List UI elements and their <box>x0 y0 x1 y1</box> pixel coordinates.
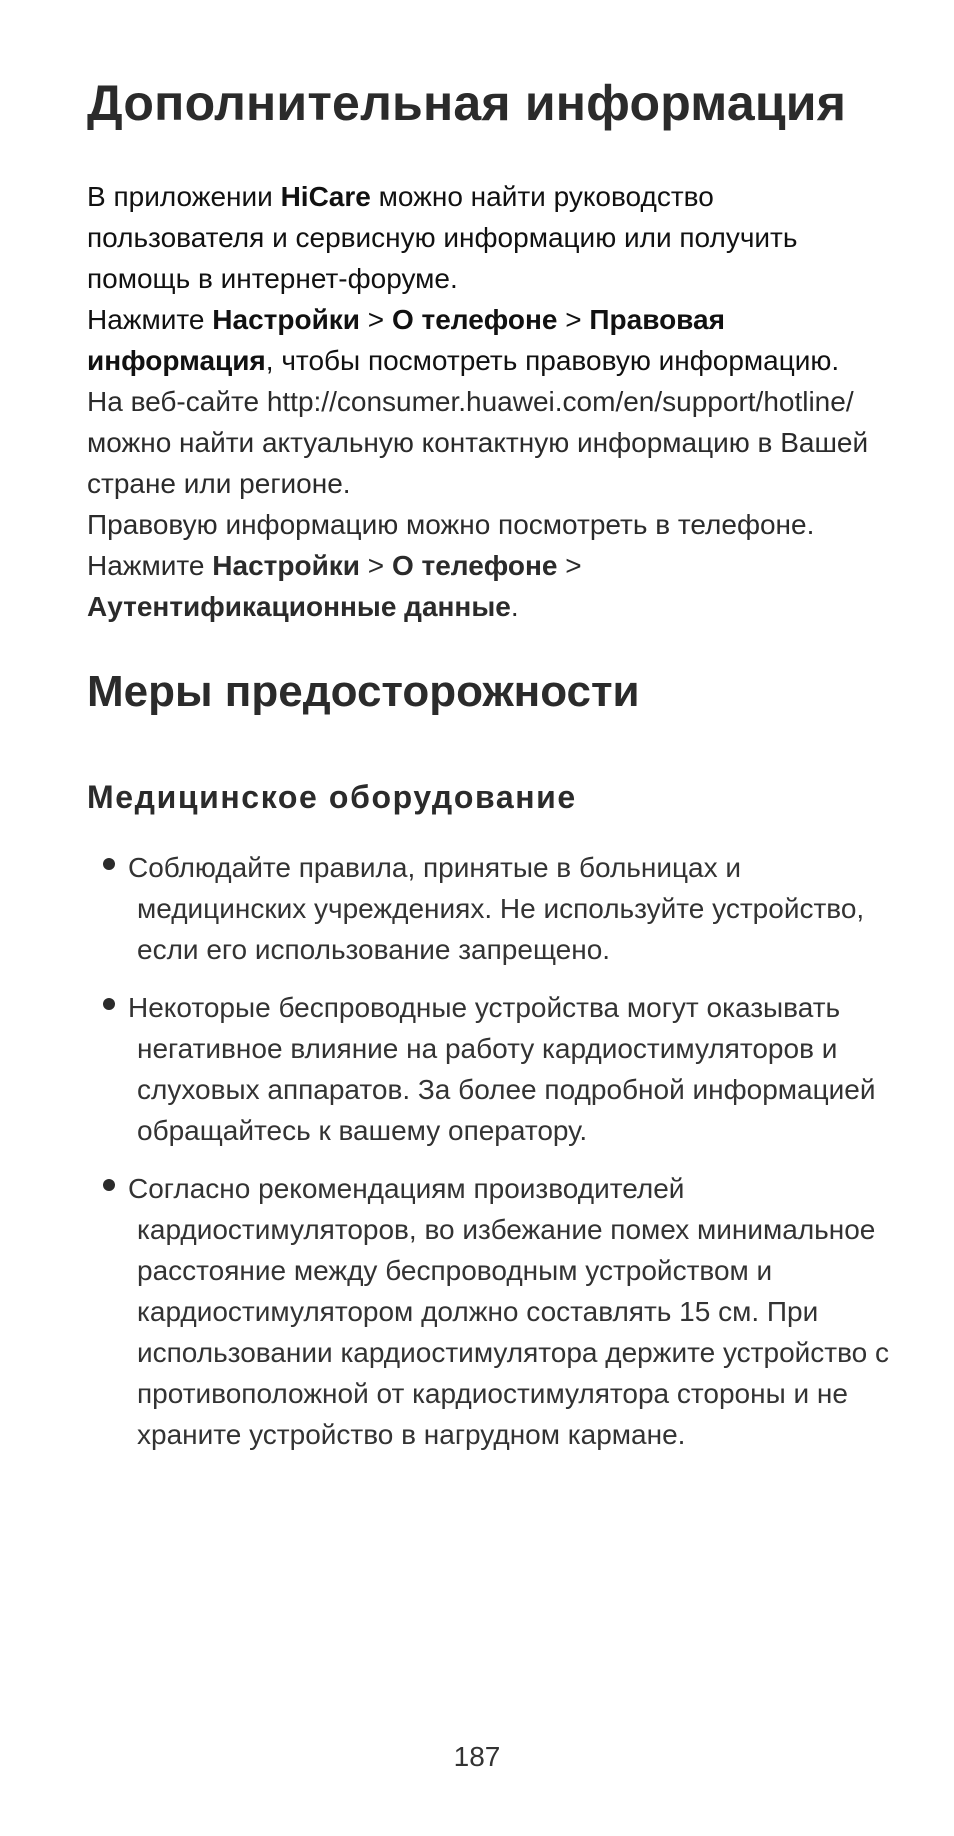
section-title: Меры предосторожности <box>87 667 640 716</box>
list-item: Соблюдайте правила, принятые в больницах и медицинских учреждениях. Не используйте устройство, если его использование запрещено. <box>87 847 897 970</box>
hicare-app-name: HiCare <box>280 181 371 212</box>
bullet-icon <box>103 1179 115 1191</box>
bullet-list <box>87 847 897 1472</box>
bullet-icon <box>103 998 115 1010</box>
legal-info-phone-paragraph: Правовую информацию можно посмотреть в телефоне. <box>87 509 815 540</box>
subsection-title: Медицинское оборудование <box>87 779 577 815</box>
page-title: Дополнительная информация <box>87 75 847 131</box>
menu-certification-data: Аутентификационные данные <box>87 591 511 622</box>
list-item: Согласно рекомендациям производителей кардиостимуляторов, во избежание помех минимальное расстояние между беспроводным устройством и кардиостимулятором должно составлять 15 см. При использовании кардиостимулятора держите устройство с противоположной от кардиостимулятора стороны и не храните устройство в нагрудном кармане. <box>87 1168 897 1455</box>
legal-info-path-paragraph: Нажмите Настройки > О телефоне > Правовая информация, чтобы посмотреть правовую информацию. <box>87 304 840 376</box>
menu-about-phone: О телефоне <box>391 304 558 335</box>
page-number: 187 <box>453 1741 501 1772</box>
certification-path-paragraph: Нажмите Настройки > О телефоне > Аутентификационные данные. <box>87 550 582 622</box>
menu-legal-info: Правовая информация <box>87 304 725 376</box>
list-item: Некоторые беспроводные устройства могут оказывать негативное влияние на работу кардиостимуляторов и слуховых аппаратов. За более подробной информацией обращайтесь к вашему оператору. <box>87 987 897 1151</box>
hicare-paragraph: В приложении HiCare можно найти руководство пользователя и сервисную информацию или получить помощь в интернет-форуме. <box>87 181 798 294</box>
hotline-paragraph: На веб-сайте http://consumer.huawei.com/en/support/hotline/ можно найти актуальную контактную информацию в Вашей стране или регионе. <box>87 386 869 499</box>
bullet-icon <box>103 858 115 870</box>
menu-settings: Настройки <box>212 550 361 581</box>
menu-about-phone: О телефоне <box>391 550 558 581</box>
additional-info-text <box>87 176 897 627</box>
menu-settings: Настройки <box>212 304 361 335</box>
